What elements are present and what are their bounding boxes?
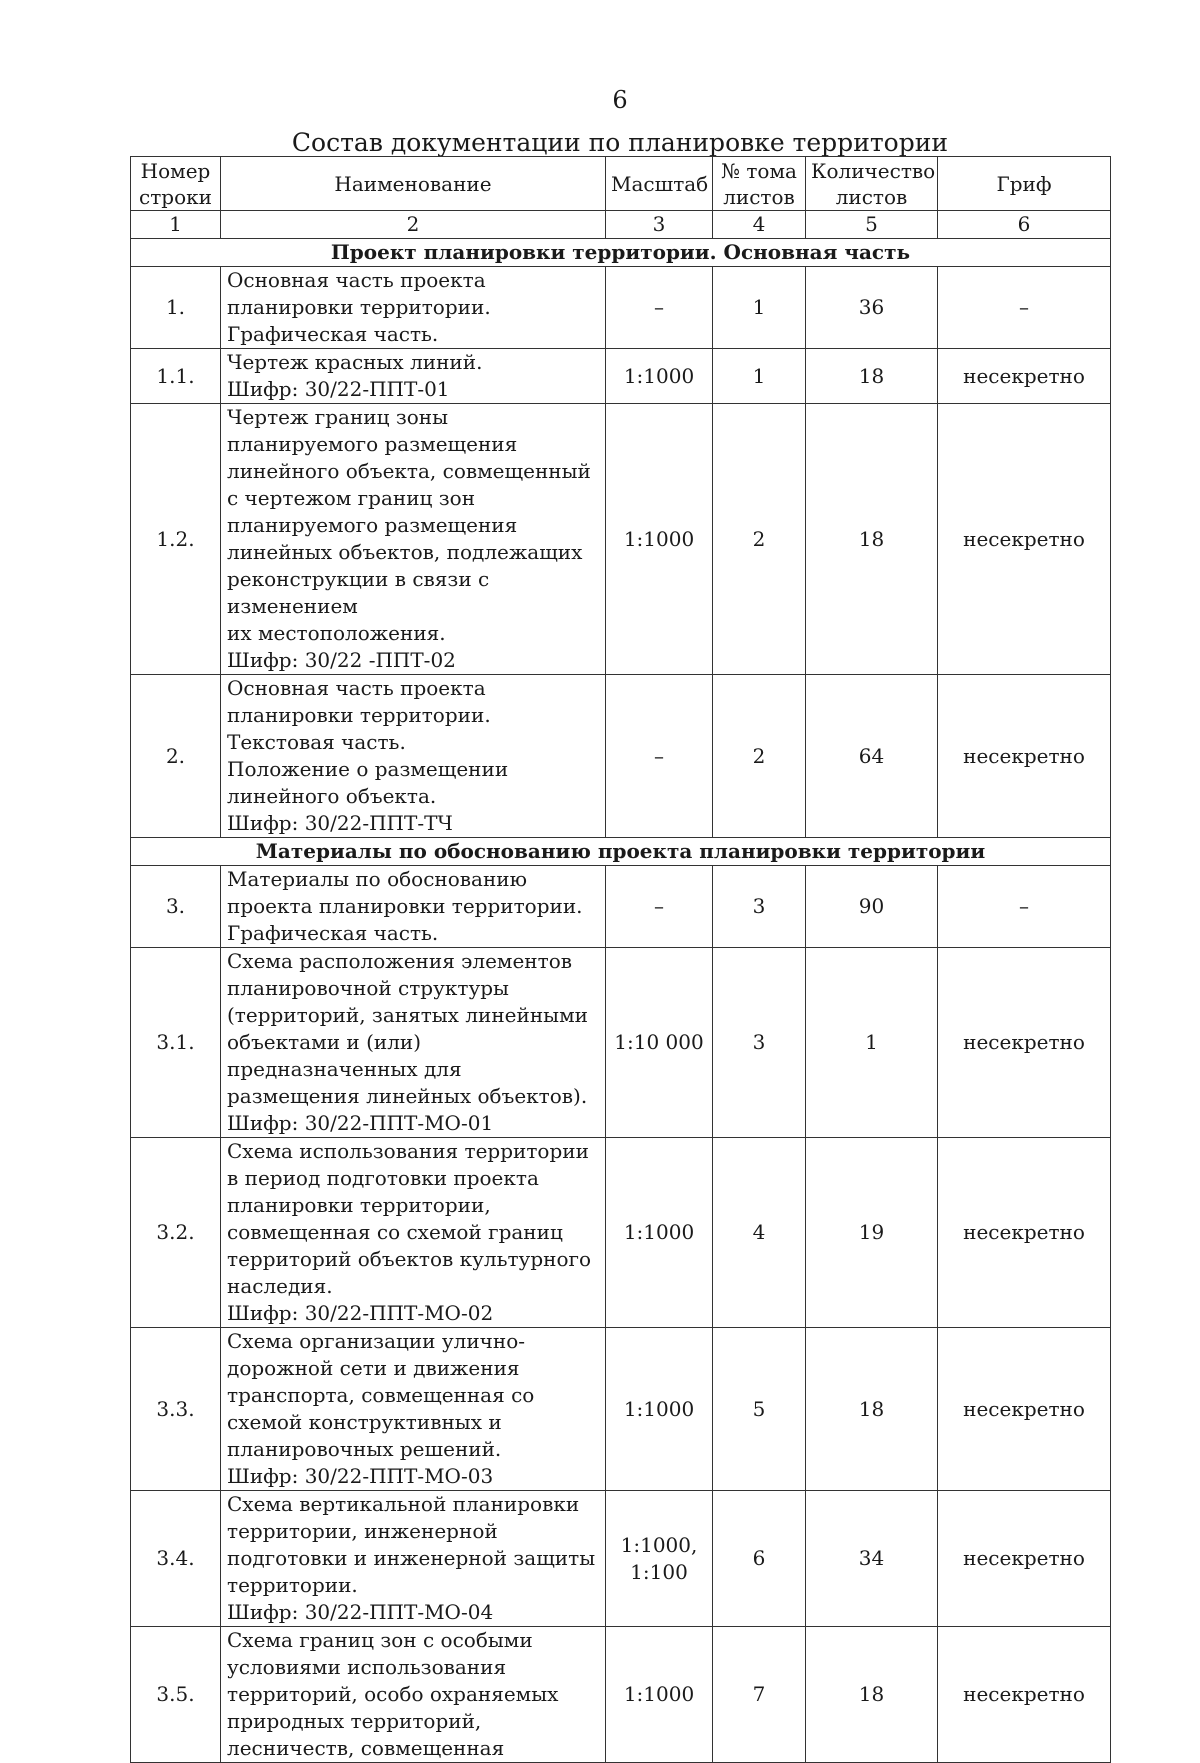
column-index: 1 [131,211,221,239]
row-sheets-cell: 18 [806,349,938,404]
row-number-cell: 1. [131,267,221,349]
row-scale-cell: – [606,866,713,948]
row-name-cell: Чертеж красных линий. Шифр: 30/22-ППТ-01 [221,349,606,404]
column-index: 2 [221,211,606,239]
header-row-number: Номер строки [131,157,221,211]
row-number-cell: 2. [131,675,221,838]
header-volume: № тома листов [713,157,806,211]
row-volume-cell: 6 [713,1491,806,1627]
row-number-cell: 3.2. [131,1138,221,1328]
row-sheets-cell: 36 [806,267,938,349]
row-volume-cell: 7 [713,1627,806,1763]
row-volume-cell: 3 [713,948,806,1138]
table-row [131,404,1111,675]
row-grif-cell: несекретно [938,675,1111,838]
table-row [131,675,1111,838]
row-number-cell: 3.4. [131,1491,221,1627]
row-name-cell: Основная часть проекта планировки территории. Графическая часть. [221,267,606,349]
row-scale-cell: 1:1000 [606,404,713,675]
table-row [131,866,1111,948]
table-row [131,1491,1111,1627]
row-scale-cell: 1:1000, 1:100 [606,1491,713,1627]
section-title: Проект планировки территории. Основная часть [131,239,1111,267]
row-grif-cell: несекретно [938,1491,1111,1627]
row-grif-cell: несекретно [938,1627,1111,1763]
row-grif-cell: несекретно [938,1328,1111,1491]
table-body [131,239,1111,1763]
row-volume-cell: 2 [713,675,806,838]
row-volume-cell: 2 [713,404,806,675]
section-header-row [131,239,1111,267]
table-row [131,349,1111,404]
header-name: Наименование [221,157,606,211]
row-name-cell: Схема границ зон с особыми условиями использования территорий, особо охраняемых природных территорий, лесничеств, совмещенная [221,1627,606,1763]
row-sheets-cell: 19 [806,1138,938,1328]
row-number-cell: 3. [131,866,221,948]
row-number-cell: 1.2. [131,404,221,675]
row-name-cell: Материалы по обоснованию проекта планировки территории. Графическая часть. [221,866,606,948]
row-sheets-cell: 64 [806,675,938,838]
table-header [131,157,1111,239]
documentation-table [130,156,1111,1763]
column-index: 5 [806,211,938,239]
row-name-cell: Схема использования территории в период подготовки проекта планировки территории, совмещенная со схемой границ территорий объектов культурного наследия. Шифр: 30/22-ППТ-МО-02 [221,1138,606,1328]
header-scale: Масштаб [606,157,713,211]
row-number-cell: 3.5. [131,1627,221,1763]
table-row [131,1328,1111,1491]
row-name-cell: Схема организации улично-дорожной сети и движения транспорта, совмещенная со схемой конструктивных и планировочных решений. Шифр: 30/22-ППТ-МО-03 [221,1328,606,1491]
table-row [131,948,1111,1138]
page-number: 6 [612,86,628,114]
column-index: 3 [606,211,713,239]
row-sheets-cell: 34 [806,1491,938,1627]
row-sheets-cell: 18 [806,1627,938,1763]
row-grif-cell: – [938,267,1111,349]
table-row [131,1138,1111,1328]
document-title: Состав документации по планировке территории [291,128,949,157]
row-grif-cell: – [938,866,1111,948]
column-index-row [131,211,1111,239]
row-volume-cell: 4 [713,1138,806,1328]
row-sheets-cell: 18 [806,404,938,675]
row-number-cell: 3.3. [131,1328,221,1491]
column-index: 6 [938,211,1111,239]
row-name-cell: Чертеж границ зоны планируемого размещения линейного объекта, совмещенный с чертежом границ зон планируемого размещения линейных объектов, подлежащих реконструкции в связи с изменением их местоположения. Шифр: 30/22 -ППТ-02 [221,404,606,675]
row-scale-cell: 1:1000 [606,1627,713,1763]
row-grif-cell: несекретно [938,1138,1111,1328]
table-row [131,267,1111,349]
row-number-cell: 1.1. [131,349,221,404]
row-sheets-cell: 18 [806,1328,938,1491]
section-header-row [131,838,1111,866]
header-grif: Гриф [938,157,1111,211]
section-title: Материалы по обоснованию проекта планировки территории [131,838,1111,866]
row-scale-cell: 1:10 000 [606,948,713,1138]
row-volume-cell: 3 [713,866,806,948]
row-name-cell: Схема расположения элементов планировочной структуры (территорий, занятых линейными объектами и (или) предназначенных для размещения линейных объектов). Шифр: 30/22-ППТ-МО-01 [221,948,606,1138]
row-grif-cell: несекретно [938,404,1111,675]
row-sheets-cell: 90 [806,866,938,948]
row-scale-cell: 1:1000 [606,349,713,404]
row-name-cell: Основная часть проекта планировки территории. Текстовая часть. Положение о размещении линейного объекта. Шифр: 30/22-ППТ-ТЧ [221,675,606,838]
table-row [131,1627,1111,1763]
row-scale-cell: 1:1000 [606,1138,713,1328]
row-grif-cell: несекретно [938,948,1111,1138]
row-scale-cell: – [606,675,713,838]
row-grif-cell: несекретно [938,349,1111,404]
row-scale-cell: – [606,267,713,349]
row-volume-cell: 1 [713,267,806,349]
row-volume-cell: 5 [713,1328,806,1491]
row-volume-cell: 1 [713,349,806,404]
row-name-cell: Схема вертикальной планировки территории, инженерной подготовки и инженерной защиты территории. Шифр: 30/22-ППТ-МО-04 [221,1491,606,1627]
header-sheets: Количество листов [806,157,938,211]
column-index: 4 [713,211,806,239]
row-number-cell: 3.1. [131,948,221,1138]
row-scale-cell: 1:1000 [606,1328,713,1491]
row-sheets-cell: 1 [806,948,938,1138]
